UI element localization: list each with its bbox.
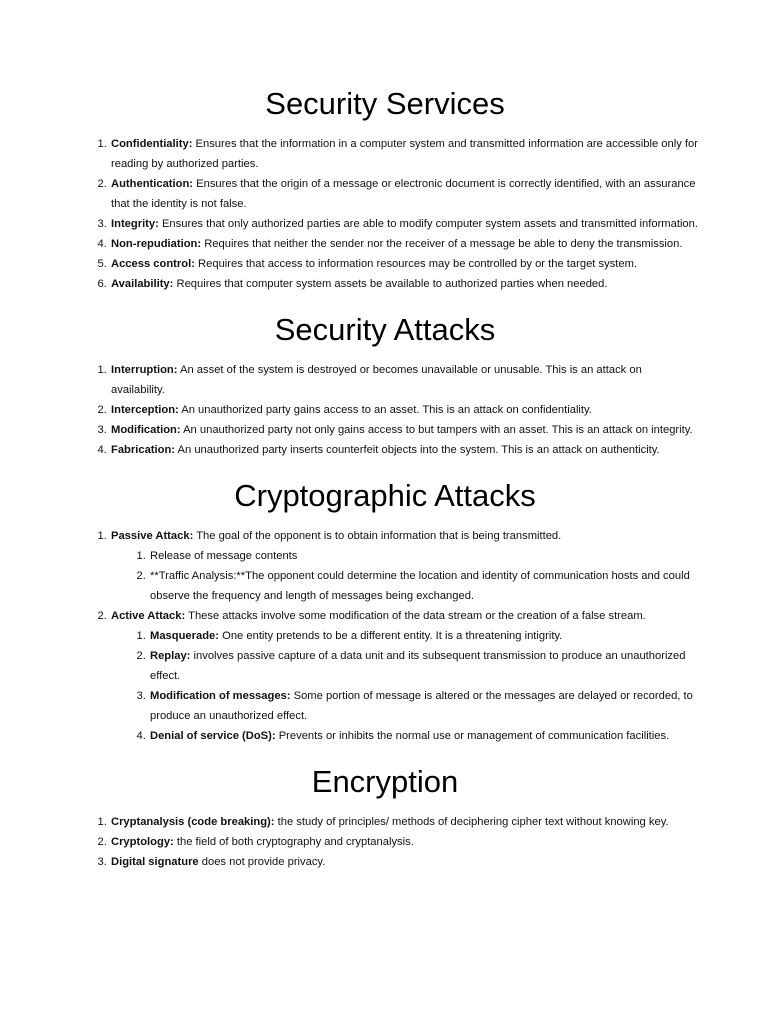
security-services-list [72,134,698,294]
item-text: Ensures that the origin of a message or electronic document is correctly identified, with an assurance that the identity is not false. [111,178,696,210]
cryptographic-attacks-list [72,526,698,746]
item-term: Passive Attack: [111,530,194,542]
section-cryptographic-attacks [72,476,698,746]
sublist-item [149,646,698,686]
item-term: Integrity: [111,218,159,230]
list-item [110,134,698,174]
item-term: Masquerade: [150,630,220,642]
item-text: Prevents or inhibits the normal use or management of communication facilities. [275,730,670,742]
list-item [110,234,698,254]
item-term: Digital signature [111,856,199,868]
sublist-item [149,726,698,746]
list-item [110,606,698,746]
sublist-item [149,566,698,606]
item-term: Cryptology: [111,836,174,848]
section-security-services [72,84,698,294]
sublist-item [149,626,698,646]
item-term: Non-repudiation: [111,238,202,250]
item-text: An asset of the system is destroyed or becomes unavailable or unusable. This is an attack on availability. [111,364,642,396]
item-term: Active Attack: [111,610,186,622]
section-title: Security Services [265,86,505,121]
item-text: involves passive capture of a data unit and its subsequent transmission to produce an unauthorized effect. [150,650,686,682]
item-text: An unauthorized party not only gains access to but tampers with an asset. This is an attack on integrity. [180,424,693,436]
item-text: An unauthorized party gains access to an asset. This is an attack on confidentiality. [178,404,592,416]
item-term: Availability: [111,278,174,290]
section-encryption [72,762,698,872]
list-item [110,440,698,460]
item-text: One entity pretends to be a different entity. It is a threatening intigrity. [219,630,563,642]
list-item [110,812,698,832]
list-item [110,214,698,234]
list-item [110,526,698,606]
item-text: the field of both cryptography and cryptanalysis. [173,836,414,848]
list-item [110,852,698,872]
item-text: Requires that computer system assets be available to authorized parties when needed. [173,278,608,290]
item-term: Fabrication: [111,444,176,456]
item-text: Ensures that only authorized parties are able to modify computer system assets and transmitted information. [158,218,698,230]
list-item [110,360,698,400]
passive-attack-sublist [111,546,698,606]
sublist-item [149,546,698,566]
item-text: Requires that access to information resources may be controlled by or the target system. [194,258,638,270]
list-item [110,832,698,852]
sublist-item [149,686,698,726]
list-item [110,400,698,420]
item-term: Interruption: [111,364,178,376]
list-item [110,420,698,440]
item-term: Replay: [150,650,191,662]
item-text: Release of message contents [150,550,298,562]
item-text: An unauthorized party inserts counterfeit objects into the system. This is an attack on authenticity. [175,444,660,456]
list-item [110,254,698,274]
item-text: does not provide privacy. [198,856,326,868]
item-text: the study of principles/ methods of deciphering cipher text without knowing key. [274,816,669,828]
list-item [110,274,698,294]
item-text: The goal of the opponent is to obtain information that is being transmitted. [193,530,562,542]
encryption-list [72,812,698,872]
security-attacks-list [72,360,698,460]
section-title: Encryption [311,764,459,799]
item-text: Requires that neither the sender nor the receiver of a message be able to deny the transmission. [201,238,683,250]
item-term: Authentication: [111,178,194,190]
item-term: Modification of messages: [150,690,291,702]
item-term: Modification: [111,424,181,436]
section-title: Cryptographic Attacks [234,478,536,513]
item-text: These attacks involve some modification of the data stream or the creation of a false stream. [185,610,646,622]
item-text: **Traffic Analysis:**The opponent could determine the location and identity of communication hosts and could observe the frequency and length of messages being exchanged. [150,570,690,602]
item-term: Access control: [111,258,195,270]
active-attack-sublist [111,626,698,746]
item-term: Confidentiality: [111,138,193,150]
item-term: Denial of service (DoS): [150,730,276,742]
list-item [110,174,698,214]
item-text: Some portion of message is altered or the messages are delayed or recorded, to produce an unauthorized effect. [150,690,693,722]
item-term: Cryptanalysis (code breaking): [111,816,275,828]
item-text: Ensures that the information in a computer system and transmitted information are accessible only for reading by authorized parties. [111,138,698,170]
section-security-attacks [72,310,698,460]
item-term: Interception: [111,404,179,416]
section-title: Security Attacks [274,312,496,347]
